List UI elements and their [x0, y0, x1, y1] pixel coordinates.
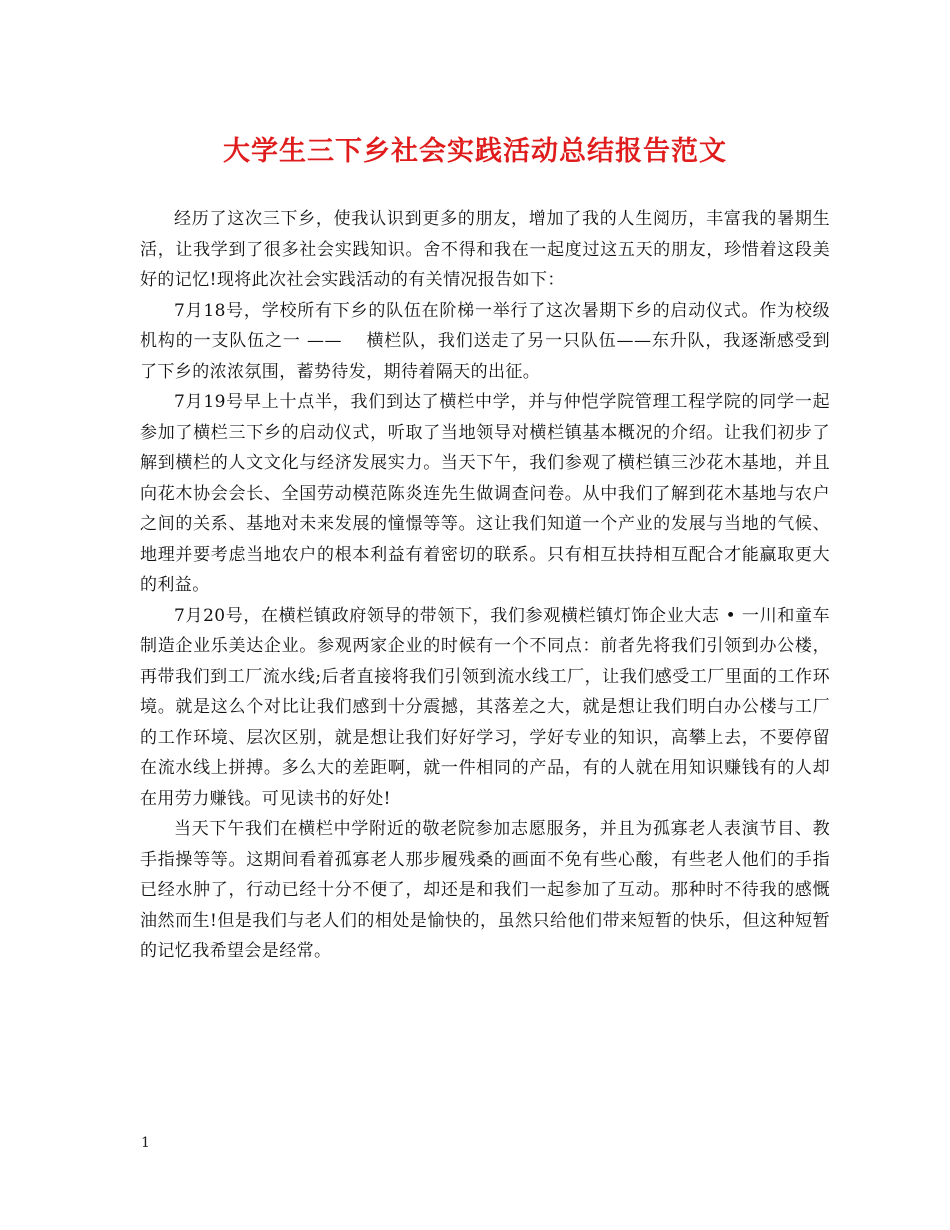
- paragraph-july-18: 7月18号，学校所有下乡的队伍在阶梯一举行了这次暑期下乡的启动仪式。作为校级机构的一支队伍之一 —— 横栏队，我们送走了另一只队伍——东升队，我逐渐感受到了下乡的浓浓氛围，蓄势待发，期待着隔天的出征。: [140, 300, 830, 382]
- paragraph-july-20: 7月20号，在横栏镇政府领导的带领下，我们参观横栏镇灯饰企业大志 • 一川和童车制造企业乐美达企业。参观两家企业的时候有一个不同点：前者先将我们引领到办公楼，再带我们到工厂流水线;后者直接将我们引领到流水线工厂，让我们感受工厂里面的工作环境。就是这么个对比让我们感到十分震撼，其落差之大，就是想让我们明白办公楼与工厂的工作环境、层次区别，就是想让我们好好学习，学好专业的知识，高攀上去，不要停留在流水线上拼搏。多么大的差距啊，就一件相同的产品，有的人就在用知识赚钱有的人却在用劳力赚钱。可见读书的好处!: [140, 605, 830, 809]
- paragraph-nursing-home: 当天下午我们在横栏中学附近的敬老院参加志愿服务，并且为孤寡老人表演节目、教手指操等等。这期间看着孤寡老人那步履残桑的画面不免有些心酸，有些老人他们的手指已经水肿了，行动已经十分不便了，却还是和我们一起参加了互动。那种时不待我的感慨油然而生!但是我们与老人们的相处是愉快的，虽然只给他们带来短暂的快乐，但这种短暂的记忆我希望会是经常。: [140, 819, 830, 961]
- document-body: [140, 204, 830, 967]
- paragraph-july-19: 7月19号早上十点半，我们到达了横栏中学，并与仲恺学院管理工程学院的同学一起参加了横栏三下乡的启动仪式，听取了当地领导对横栏镇基本概况的介绍。让我们初步了解到横栏的人文文化与经济发展实力。当天下午，我们参观了横栏镇三沙花木基地，并且向花木协会会长、全国劳动模范陈炎连先生做调查问卷。从中我们了解到花木基地与农户之间的关系、基地对未来发展的憧憬等等。这让我们知道一个产业的发展与当地的气候、地理并要考虑当地农户的根本利益有着密切的联系。只有相互扶持相互配合才能赢取更大的利益。: [140, 392, 830, 595]
- page-number: 1: [141, 1135, 150, 1151]
- paragraph-intro: 经历了这次三下乡，使我认识到更多的朋友，增加了我的人生阅历，丰富我的暑期生活，让我学到了很多社会实践知识。舍不得和我在一起度过这五天的朋友，珍惜着这段美好的记忆!现将此次社会实践活动的有关情况报告如下：: [140, 209, 830, 290]
- document-title: 大学生三下乡社会实践活动总结报告范文: [223, 136, 727, 167]
